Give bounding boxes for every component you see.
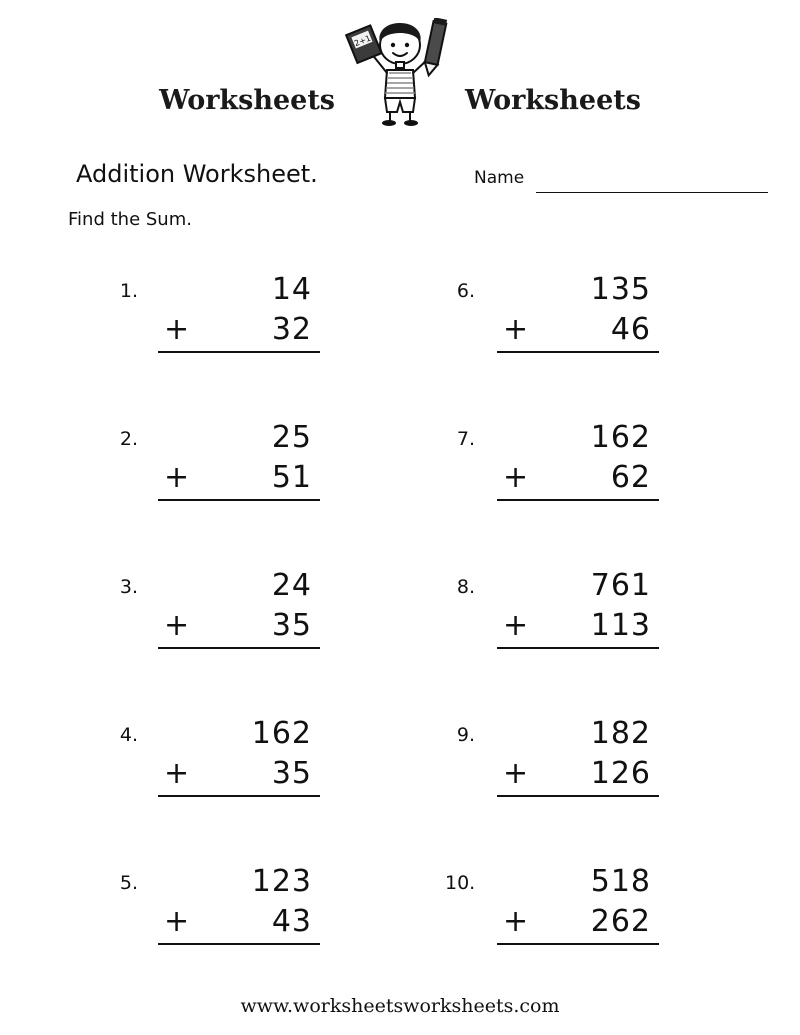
problem-answer-line[interactable]: [497, 943, 659, 945]
problem-addend-top: 182: [590, 716, 651, 751]
problem-addend-bottom: 35: [271, 607, 312, 643]
problem-answer-line[interactable]: [158, 795, 320, 797]
problem-operator: +: [164, 607, 190, 643]
problem-addend-top: 25: [271, 420, 312, 455]
problem-item: [62, 414, 407, 562]
problem-addend-bottom: 35: [271, 755, 312, 791]
problem-item: [407, 562, 752, 710]
problem-operator: +: [503, 755, 529, 791]
problem-item: [62, 266, 407, 414]
problem-addend-bottom: 62: [610, 459, 651, 495]
problem-answer-line[interactable]: [497, 647, 659, 649]
problem-item: [62, 858, 407, 1006]
problem-operator: +: [503, 311, 529, 347]
problem-item: [407, 266, 752, 414]
problem-item: [407, 858, 752, 1006]
problem-item: [62, 562, 407, 710]
problem-addend-bottom: 46: [610, 311, 651, 347]
problem-answer-line[interactable]: [497, 499, 659, 501]
problem-addend-top: 135: [590, 272, 651, 307]
name-label: Name: [474, 168, 525, 188]
boy-with-book-and-pencil-icon: [339, 18, 461, 126]
logo-word-left: Worksheets: [159, 85, 335, 116]
problem-addend-top: 518: [590, 864, 651, 899]
problem-item: [407, 710, 752, 858]
problem-operator: +: [164, 755, 190, 791]
problem-addend-bottom: 126: [590, 755, 651, 791]
svg-text:2+1: 2+1: [353, 33, 373, 49]
worksheet-header: [0, 160, 800, 200]
problem-addend-top: 162: [590, 420, 651, 455]
problem-number: 10.: [445, 872, 476, 894]
problem-number: 8.: [456, 576, 475, 598]
problem-addend-bottom: 51: [271, 459, 312, 495]
problem-number: 2.: [119, 428, 138, 450]
problem-number: 7.: [456, 428, 475, 450]
problem-answer-line[interactable]: [158, 943, 320, 945]
logo-word-right: Worksheets: [465, 85, 641, 116]
problem-grid: [0, 266, 800, 1006]
problem-number: 5.: [119, 872, 138, 894]
problem-answer-line[interactable]: [158, 499, 320, 501]
problem-number: 9.: [456, 724, 475, 746]
problem-answer-line[interactable]: [497, 795, 659, 797]
problem-operator: +: [164, 311, 190, 347]
problem-addend-top: 162: [251, 716, 312, 751]
problem-operator: +: [503, 607, 529, 643]
instruction-text: Find the Sum.: [68, 209, 192, 230]
problem-number: 1.: [119, 280, 138, 302]
problem-answer-line[interactable]: [497, 351, 659, 353]
page-title: Addition Worksheet.: [76, 160, 318, 188]
problem-addend-bottom: 43: [271, 903, 312, 939]
name-input-line[interactable]: [536, 192, 768, 193]
problem-operator: +: [503, 903, 529, 939]
problem-addend-bottom: 113: [590, 607, 651, 643]
problem-addend-top: 14: [271, 272, 312, 307]
problem-addend-top: 123: [251, 864, 312, 899]
footer-url[interactable]: www.worksheetsworksheets.com: [240, 995, 560, 1017]
problem-item: [62, 710, 407, 858]
problem-number: 4.: [119, 724, 138, 746]
problem-addend-top: 761: [590, 568, 651, 603]
problem-answer-line[interactable]: [158, 351, 320, 353]
problem-number: 3.: [119, 576, 138, 598]
problem-operator: +: [503, 459, 529, 495]
problem-addend-bottom: 32: [271, 311, 312, 347]
problem-answer-line[interactable]: [158, 647, 320, 649]
problem-operator: +: [164, 459, 190, 495]
problem-item: [407, 414, 752, 562]
problem-number: 6.: [456, 280, 475, 302]
problem-addend-top: 24: [271, 568, 312, 603]
problem-addend-bottom: 262: [590, 903, 651, 939]
problem-operator: +: [164, 903, 190, 939]
site-logo: [0, 0, 800, 126]
